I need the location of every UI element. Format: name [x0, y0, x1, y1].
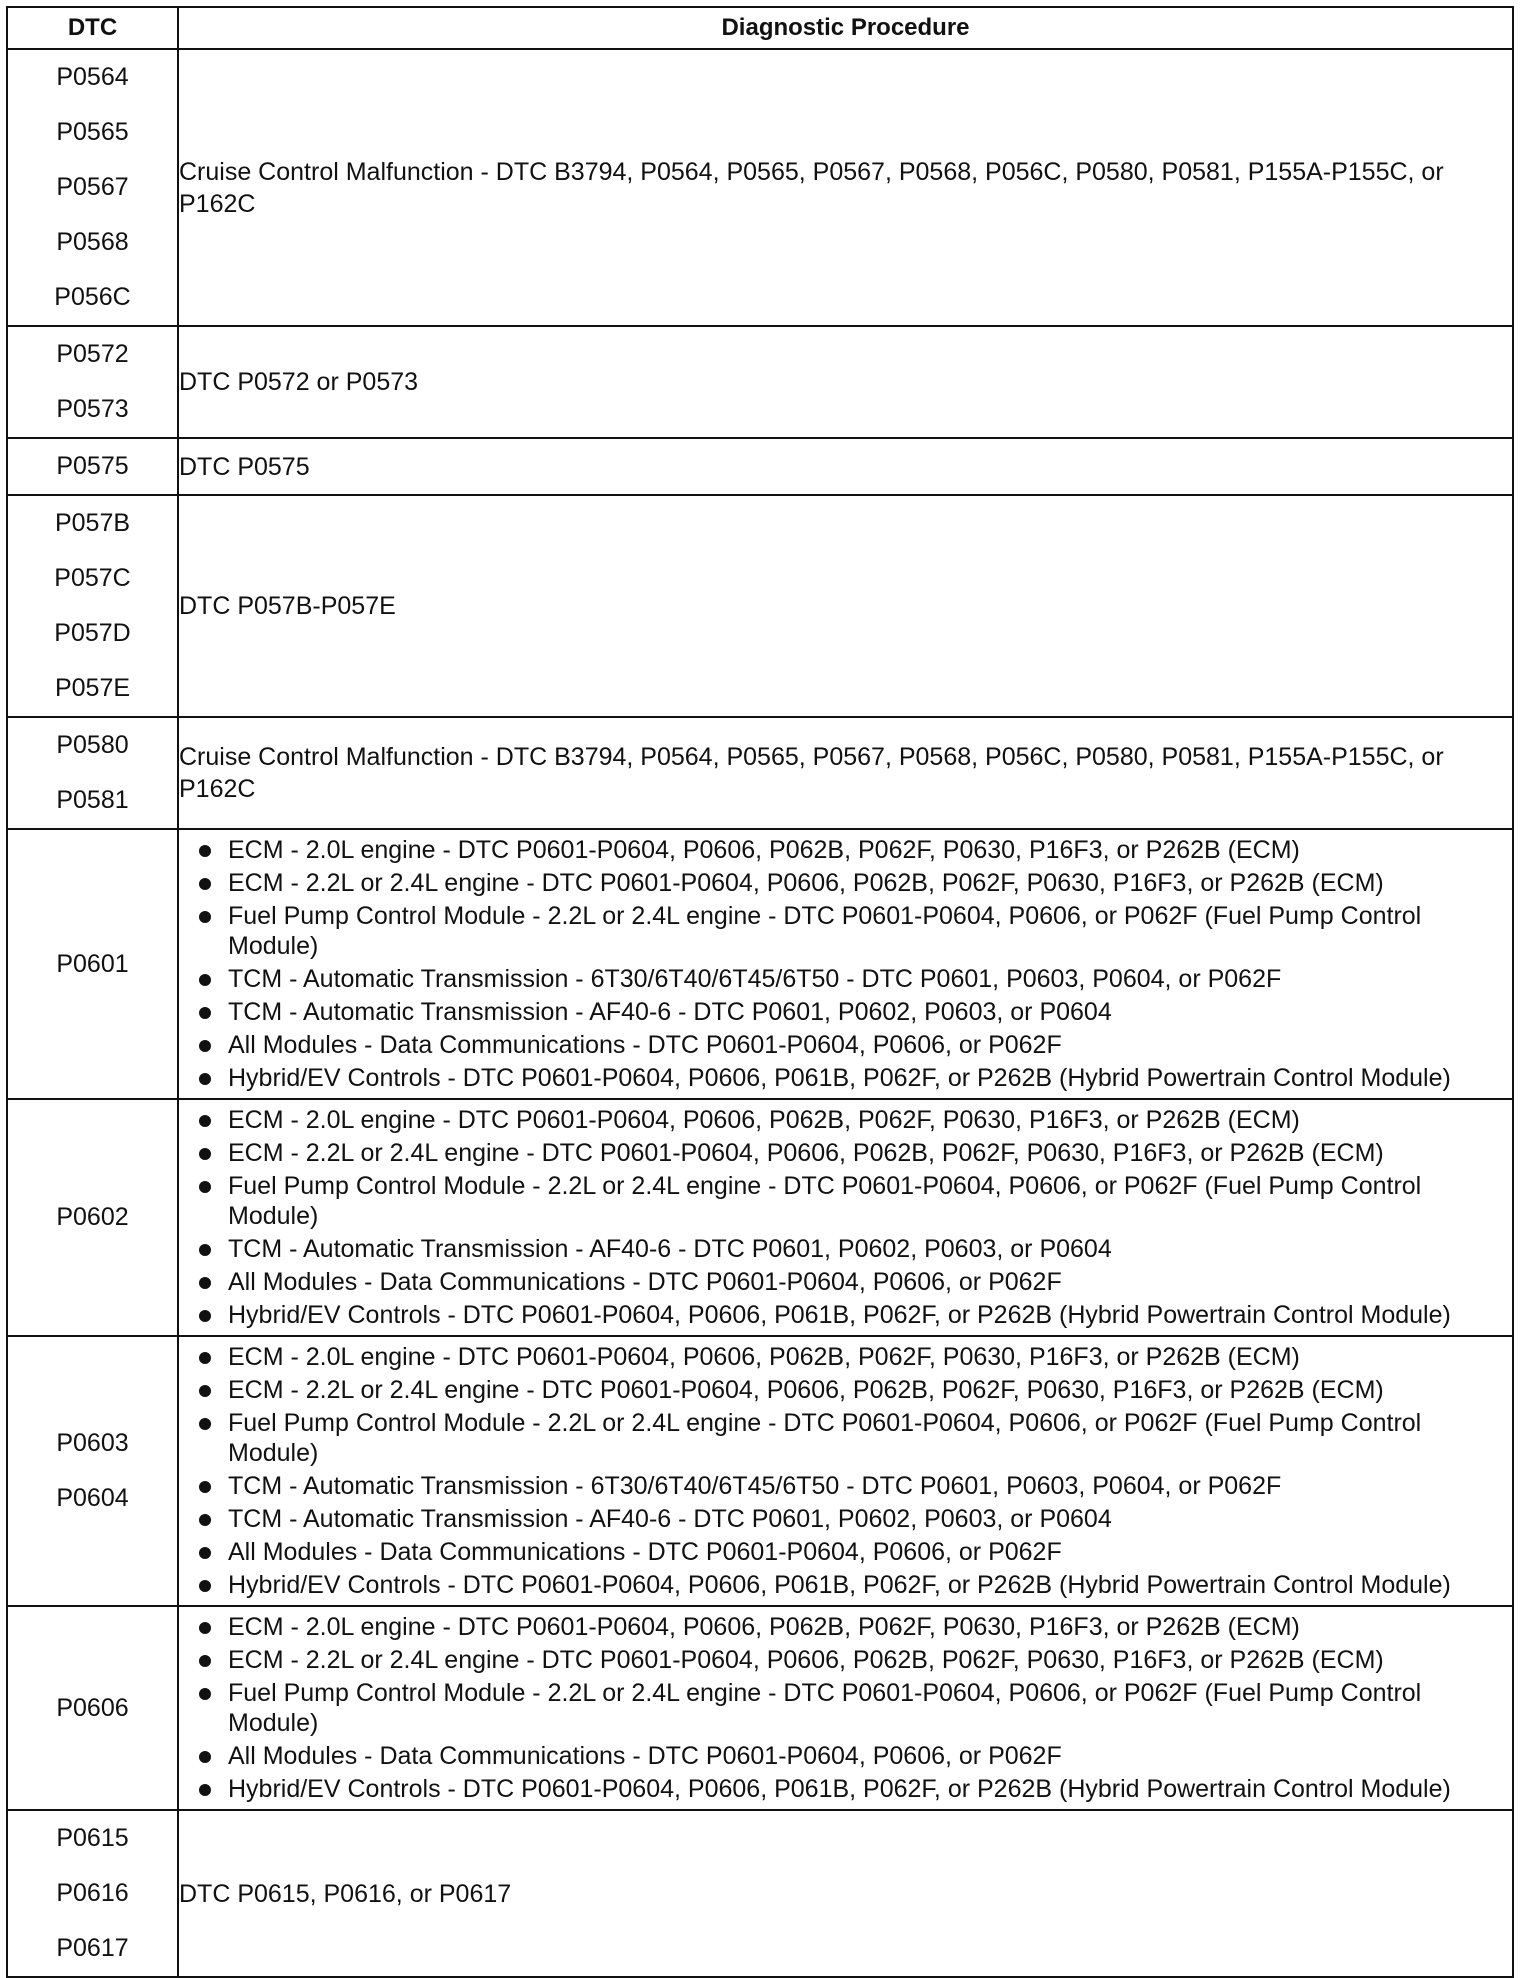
procedure-link[interactable]: TCM - Automatic Transmission - AF40-6 - DTC P0601, P0602, P0603, or P0604	[228, 998, 1112, 1026]
dtc-code: P0575	[56, 452, 129, 480]
procedure-link[interactable]: DTC P0615, P0616, or P0617	[179, 1879, 512, 1908]
bullet-icon	[199, 1073, 211, 1085]
dtc-code: P0606	[56, 1693, 129, 1722]
procedure-link[interactable]: Cruise Control Malfunction - DTC B3794, P0564, P0565, P0567, P0568, P056C, P0580, P0581, P155A-P155C, or P162C	[179, 743, 1444, 803]
bullet-icon	[199, 911, 211, 923]
list-item	[179, 868, 1512, 898]
dtc-code: P0580	[56, 731, 129, 759]
dtc-codes-cell	[7, 49, 178, 326]
bullet-icon	[199, 1418, 211, 1430]
procedure-cell	[178, 1336, 1513, 1606]
procedure-link[interactable]: ECM - 2.2L or 2.4L engine - DTC P0601-P0604, P0606, P062B, P062F, P0630, P16F3, or P262B (ECM)	[228, 1139, 1384, 1167]
bullet-icon	[199, 1310, 211, 1322]
dtc-code: P057B	[54, 509, 131, 537]
header-row	[7, 7, 1513, 49]
dtc-code: P0603	[56, 1429, 129, 1457]
list-item	[179, 1741, 1512, 1771]
dtc-code: P057D	[54, 619, 131, 647]
table-row	[7, 438, 1513, 495]
list-item	[179, 1063, 1512, 1093]
list-item	[179, 835, 1512, 865]
procedure-link[interactable]: TCM - Automatic Transmission - AF40-6 - DTC P0601, P0602, P0603, or P0604	[228, 1505, 1112, 1533]
list-item	[179, 1138, 1512, 1168]
dtc-code: P0604	[56, 1484, 129, 1512]
dtc-codes-cell	[7, 1606, 178, 1810]
procedure-cell	[178, 495, 1513, 717]
procedure-link[interactable]: Fuel Pump Control Module - 2.2L or 2.4L engine - DTC P0601-P0604, P0606, or P062F (Fuel Pump Control Module)	[228, 1409, 1422, 1467]
list-item	[179, 1105, 1512, 1135]
procedure-link[interactable]: All Modules - Data Communications - DTC P0601-P0604, P0606, or P062F	[228, 1538, 1062, 1566]
dtc-codes-cell	[7, 1099, 178, 1336]
bullet-icon	[199, 1547, 211, 1559]
dtc-codes-cell	[7, 1810, 178, 1977]
dtc-code: P056C	[54, 283, 131, 311]
procedure-list	[179, 1607, 1512, 1809]
dtc-code: P0573	[56, 395, 129, 423]
bullet-icon	[199, 1580, 211, 1592]
bullet-icon	[199, 1352, 211, 1364]
dtc-codes-cell	[7, 326, 178, 438]
list-item	[179, 1267, 1512, 1297]
procedure-link[interactable]: All Modules - Data Communications - DTC P0601-P0604, P0606, or P062F	[228, 1742, 1062, 1770]
procedure-cell	[178, 1810, 1513, 1977]
dtc-table	[6, 6, 1514, 1978]
list-item	[179, 1375, 1512, 1405]
procedure-link[interactable]: ECM - 2.2L or 2.4L engine - DTC P0601-P0604, P0606, P062B, P062F, P0630, P16F3, or P262B (ECM)	[228, 1376, 1384, 1404]
table-body	[7, 49, 1513, 1977]
procedure-list	[179, 1100, 1512, 1335]
bullet-icon	[199, 1181, 211, 1193]
dtc-code: P0602	[56, 1203, 129, 1231]
bullet-icon	[199, 1784, 211, 1796]
procedure-link[interactable]: TCM - Automatic Transmission - 6T30/6T40/6T45/6T50 - DTC P0601, P0603, P0604, or P062F	[228, 1472, 1282, 1500]
dtc-code: P0601	[56, 949, 129, 978]
procedure-cell	[178, 49, 1513, 326]
procedure-cell	[178, 438, 1513, 495]
list-item	[179, 1234, 1512, 1264]
bullet-icon	[199, 1040, 211, 1052]
bullet-icon	[199, 1148, 211, 1160]
list-item	[179, 1408, 1512, 1468]
list-item	[179, 1471, 1512, 1501]
dtc-code: P0615	[56, 1824, 129, 1852]
dtc-code: P0564	[56, 63, 129, 91]
list-item	[179, 964, 1512, 994]
list-item	[179, 1612, 1512, 1642]
list-item	[179, 1645, 1512, 1675]
bullet-icon	[199, 878, 211, 890]
procedure-link[interactable]: TCM - Automatic Transmission - AF40-6 - DTC P0601, P0602, P0603, or P0604	[228, 1235, 1112, 1263]
procedure-list	[179, 830, 1512, 1098]
procedure-link[interactable]: Cruise Control Malfunction - DTC B3794, P0564, P0565, P0567, P0568, P056C, P0580, P0581, P155A-P155C, or P162C	[179, 157, 1444, 218]
table-row	[7, 49, 1513, 326]
list-item	[179, 1678, 1512, 1738]
dtc-codes-cell	[7, 1336, 178, 1606]
dtc-code: P0568	[56, 228, 129, 256]
dtc-code: P057E	[54, 674, 131, 702]
bullet-icon	[199, 1007, 211, 1019]
procedure-column-header: Diagnostic Procedure	[178, 7, 1513, 49]
bullet-icon	[199, 974, 211, 986]
procedure-link[interactable]: TCM - Automatic Transmission - 6T30/6T40/6T45/6T50 - DTC P0601, P0603, P0604, or P062F	[228, 965, 1282, 993]
procedure-cell	[178, 829, 1513, 1099]
procedure-link[interactable]: All Modules - Data Communications - DTC P0601-P0604, P0606, or P062F	[228, 1031, 1062, 1059]
dtc-code: P0572	[56, 340, 129, 368]
procedure-link[interactable]: Fuel Pump Control Module - 2.2L or 2.4L engine - DTC P0601-P0604, P0606, or P062F (Fuel Pump Control Module)	[228, 1172, 1422, 1230]
list-item	[179, 1342, 1512, 1372]
dtc-code: P0581	[56, 786, 129, 814]
dtc-code: P0567	[56, 173, 129, 201]
list-item	[179, 1774, 1512, 1804]
list-item	[179, 1570, 1512, 1600]
bullet-icon	[199, 1514, 211, 1526]
procedure-link[interactable]: ECM - 2.0L engine - DTC P0601-P0604, P0606, P062B, P062F, P0630, P16F3, or P262B (ECM)	[228, 1106, 1300, 1134]
bullet-icon	[199, 1115, 211, 1127]
list-item	[179, 1504, 1512, 1534]
dtc-column-header: DTC	[7, 7, 178, 49]
procedure-cell	[178, 1099, 1513, 1336]
dtc-code: P057C	[54, 564, 131, 592]
procedure-link[interactable]: Hybrid/EV Controls - DTC P0601-P0604, P0606, P061B, P062F, or P262B (Hybrid Powertrain Control Module)	[228, 1775, 1451, 1803]
procedure-link[interactable]: All Modules - Data Communications - DTC P0601-P0604, P0606, or P062F	[228, 1268, 1062, 1296]
list-item	[179, 1030, 1512, 1060]
procedure-link[interactable]: ECM - 2.0L engine - DTC P0601-P0604, P0606, P062B, P062F, P0630, P16F3, or P262B (ECM)	[228, 836, 1300, 864]
procedure-cell	[178, 1606, 1513, 1810]
procedure-link[interactable]: ECM - 2.2L or 2.4L engine - DTC P0601-P0604, P0606, P062B, P062F, P0630, P16F3, or P262B (ECM)	[228, 1646, 1384, 1674]
procedure-link[interactable]: ECM - 2.0L engine - DTC P0601-P0604, P0606, P062B, P062F, P0630, P16F3, or P262B (ECM)	[228, 1343, 1300, 1371]
table-row	[7, 326, 1513, 438]
list-item	[179, 1537, 1512, 1567]
dtc-code: P0617	[56, 1934, 129, 1962]
bullet-icon	[199, 1655, 211, 1667]
list-item	[179, 1300, 1512, 1330]
table-row	[7, 1099, 1513, 1336]
procedure-link[interactable]: DTC P057B-P057E	[179, 592, 396, 620]
list-item	[179, 1171, 1512, 1231]
bullet-icon	[199, 1481, 211, 1493]
dtc-codes-cell	[7, 438, 178, 495]
procedure-link[interactable]: Fuel Pump Control Module - 2.2L or 2.4L engine - DTC P0601-P0604, P0606, or P062F (Fuel Pump Control Module)	[228, 1679, 1422, 1737]
bullet-icon	[199, 1688, 211, 1700]
procedure-link[interactable]: Fuel Pump Control Module - 2.2L or 2.4L engine - DTC P0601-P0604, P0606, or P062F (Fuel Pump Control Module)	[228, 902, 1422, 960]
bullet-icon	[199, 1751, 211, 1763]
procedure-cell	[178, 326, 1513, 438]
table-row	[7, 717, 1513, 829]
dtc-codes-cell	[7, 717, 178, 829]
bullet-icon	[199, 845, 211, 857]
list-item	[179, 901, 1512, 961]
procedure-link[interactable]: DTC P0572 or P0573	[179, 368, 419, 396]
procedure-link[interactable]: Hybrid/EV Controls - DTC P0601-P0604, P0606, P061B, P062F, or P262B (Hybrid Powertrain Control Module)	[228, 1571, 1451, 1599]
dtc-code: P0616	[56, 1879, 129, 1907]
procedure-link[interactable]: DTC P0575	[179, 452, 310, 481]
dtc-code: P0565	[56, 118, 129, 146]
table-row	[7, 1810, 1513, 1977]
procedure-cell	[178, 717, 1513, 829]
bullet-icon	[199, 1277, 211, 1289]
procedure-list	[179, 1337, 1512, 1605]
bullet-icon	[199, 1622, 211, 1634]
dtc-codes-cell	[7, 495, 178, 717]
table-row	[7, 1336, 1513, 1606]
table-row	[7, 829, 1513, 1099]
procedure-link[interactable]: Hybrid/EV Controls - DTC P0601-P0604, P0606, P061B, P062F, or P262B (Hybrid Powertrain Control Module)	[228, 1301, 1451, 1329]
table-row	[7, 1606, 1513, 1810]
table-row	[7, 495, 1513, 717]
dtc-codes-cell	[7, 829, 178, 1099]
bullet-icon	[199, 1244, 211, 1256]
list-item	[179, 997, 1512, 1027]
procedure-link[interactable]: ECM - 2.2L or 2.4L engine - DTC P0601-P0604, P0606, P062B, P062F, P0630, P16F3, or P262B (ECM)	[228, 869, 1384, 897]
procedure-link[interactable]: Hybrid/EV Controls - DTC P0601-P0604, P0606, P061B, P062F, or P262B (Hybrid Powertrain Control Module)	[228, 1064, 1451, 1092]
procedure-link[interactable]: ECM - 2.0L engine - DTC P0601-P0604, P0606, P062B, P062F, P0630, P16F3, or P262B (ECM)	[228, 1613, 1300, 1641]
bullet-icon	[199, 1385, 211, 1397]
